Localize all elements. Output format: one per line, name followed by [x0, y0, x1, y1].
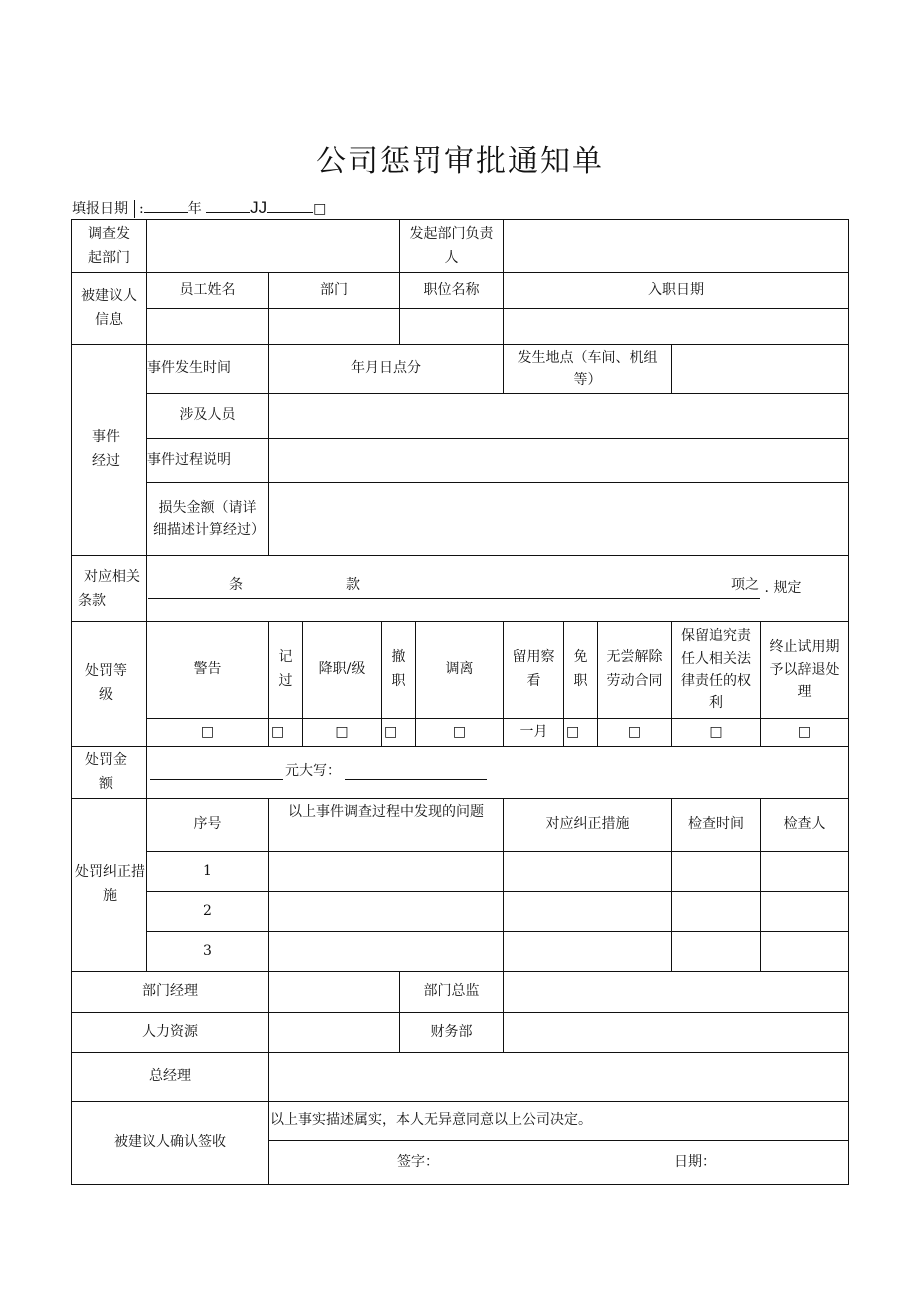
gm-sign-field[interactable]	[269, 1053, 848, 1101]
checkbox-dismissal-post[interactable]: □	[384, 723, 398, 740]
level-removal: 免职	[573, 649, 588, 689]
position-field[interactable]	[400, 309, 503, 344]
dept-manager-label: 部门经理	[142, 983, 198, 1000]
level-transfer: 调离	[445, 661, 474, 678]
clause-xiang: 项之	[731, 577, 759, 594]
row-2-time-field[interactable]	[672, 892, 760, 931]
year-blank[interactable]	[144, 200, 188, 213]
row-2-checker-field[interactable]	[761, 892, 848, 931]
row-1-issue-field[interactable]	[269, 852, 503, 891]
amount-currency-text: 元大写：	[285, 763, 341, 780]
checkbox-demerit[interactable]: □	[271, 723, 285, 740]
hr-sign-field[interactable]	[269, 1013, 399, 1052]
checkbox-terminate-contract[interactable]: □	[627, 723, 642, 740]
confirm-label: 被建议人确认签收	[114, 1134, 226, 1151]
clause-kuan: 款	[346, 577, 360, 594]
confirm-statement: 以上事实描述属实，本人无异意同意以上公司决定。	[270, 1112, 592, 1129]
employee-name-field[interactable]	[147, 309, 268, 344]
checkbox-end-probation[interactable]: □	[797, 723, 812, 740]
people-involved-field[interactable]	[269, 394, 848, 438]
loss-amount-label: 损失金额（请详细描述计算经过）	[153, 499, 265, 538]
loss-amount-field[interactable]	[269, 483, 848, 555]
probation-month[interactable]: 一月	[519, 723, 548, 740]
row-seq-3: 3	[203, 942, 212, 959]
checkbox-demotion[interactable]: □	[335, 723, 349, 740]
initiator-dept-label: 调查发起部门	[88, 225, 130, 266]
grid-line	[71, 555, 849, 556]
col-employee-name: 员工姓名	[179, 281, 236, 298]
hire-date-field[interactable]	[504, 309, 848, 344]
level-warning: 警告	[193, 661, 222, 678]
level-terminate-contract: 无尝解除劳动合同	[606, 649, 663, 689]
incident-place-field[interactable]	[672, 345, 848, 393]
fill-date-label: 填报日期	[72, 201, 128, 217]
grid-line	[71, 746, 849, 747]
incident-time-field[interactable]: 年月日点分	[351, 360, 421, 377]
incident-label: 事件经过	[92, 429, 120, 469]
row-3-checker-field[interactable]	[761, 932, 848, 971]
dept-director-label: 部门总监	[423, 983, 480, 1000]
year-label: 年	[187, 201, 202, 217]
process-field[interactable]	[269, 439, 848, 482]
row-2-measure-field[interactable]	[504, 892, 671, 931]
clause-rule: . 规定	[764, 580, 802, 597]
level-probation: 留用察看	[512, 649, 555, 689]
col-hire-date: 入职日期	[648, 281, 704, 298]
row-1-checker-field[interactable]	[761, 852, 848, 891]
hr-label: 人力资源	[142, 1023, 198, 1040]
level-demotion: 降职/级	[318, 661, 366, 678]
page-title: 公司惩罚审批通知单	[316, 144, 604, 179]
amount-words-underline[interactable]	[345, 779, 487, 780]
checkbox-warning[interactable]: □	[200, 723, 215, 740]
row-seq-1: 1	[203, 862, 212, 879]
month-mark: JJ	[250, 198, 268, 217]
col-check-time: 检查时间	[688, 816, 744, 833]
amount-underline	[150, 779, 283, 780]
initiator-head-label: 发起部门负责人	[409, 225, 494, 266]
grid-line	[268, 1140, 849, 1141]
initiator-head-field[interactable]	[504, 220, 848, 272]
row-2-issue-field[interactable]	[269, 892, 503, 931]
row-3-measure-field[interactable]	[504, 932, 671, 971]
row-1-measure-field[interactable]	[504, 852, 671, 891]
level-demerit: 记过	[278, 649, 293, 689]
col-issues: 以上事件调查过程中发现的问题	[288, 804, 484, 821]
fill-date-prefix: :	[139, 201, 144, 217]
day-blank[interactable]	[267, 200, 313, 213]
finance-sign-field[interactable]	[504, 1013, 848, 1052]
col-measures: 对应纠正措施	[545, 816, 630, 833]
level-reserve-rights: 保留追究责任人相关法律责任的权利	[681, 628, 751, 712]
row-seq-2: 2	[203, 902, 212, 919]
corrective-label: 处罚纠正措施	[75, 864, 145, 904]
incident-place-label: 发生地点（车间、机组等）	[517, 349, 658, 388]
people-involved-label: 涉及人员	[179, 407, 236, 424]
incident-time-label: 事件发生时间	[147, 360, 231, 377]
checkbox-removal[interactable]: □	[566, 723, 580, 740]
finance-label: 财务部	[430, 1023, 473, 1040]
col-department: 部门	[320, 281, 348, 298]
col-checker: 检查人	[783, 816, 826, 833]
level-end-probation: 终止试用期予以辞退处理	[769, 639, 840, 701]
dept-director-sign-field[interactable]	[504, 972, 848, 1012]
level-dismissal-post: 撤职	[391, 649, 406, 689]
checkbox-transfer[interactable]: □	[452, 723, 467, 740]
dept-manager-sign-field[interactable]	[269, 972, 399, 1012]
col-seq: 序号	[193, 816, 222, 833]
confirm-date-label[interactable]: 日期：	[674, 1154, 716, 1171]
row-3-issue-field[interactable]	[269, 932, 503, 971]
row-1-time-field[interactable]	[672, 852, 760, 891]
department-field[interactable]	[269, 309, 399, 344]
initiator-dept-field[interactable]	[147, 220, 399, 272]
clause-underline	[148, 598, 760, 599]
process-label: 事件过程说明	[147, 451, 231, 468]
penalty-amount-label: 处罚金额	[85, 751, 127, 792]
col-position: 职位名称	[423, 281, 480, 298]
confirm-sign-label[interactable]: 签字：	[397, 1154, 439, 1171]
day-box: □	[313, 201, 327, 217]
checkbox-reserve-rights[interactable]: □	[709, 723, 723, 740]
separator-bar	[134, 200, 135, 218]
fill-date-line	[72, 198, 326, 218]
penalty-level-label: 处罚等级	[85, 663, 127, 703]
month-blank[interactable]	[206, 200, 250, 213]
gm-label: 总经理	[149, 1068, 191, 1085]
clauses-label: 对应相关条款	[78, 569, 140, 609]
row-3-time-field[interactable]	[672, 932, 760, 971]
subject-label: 被建议人信息	[81, 287, 137, 328]
clause-tiao: 条	[229, 577, 243, 594]
